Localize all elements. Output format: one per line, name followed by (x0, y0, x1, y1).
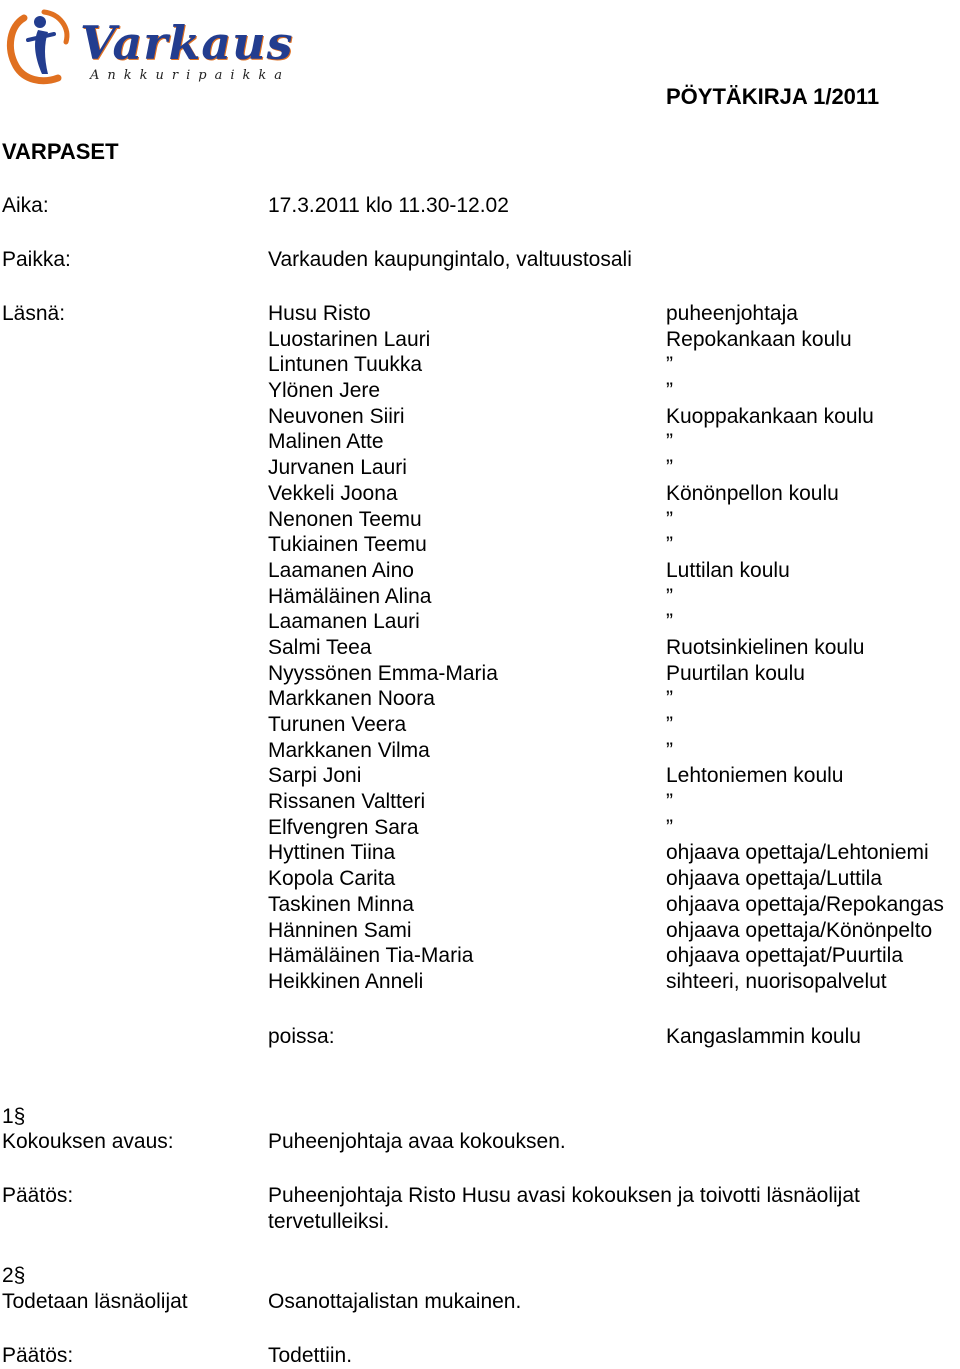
absent-label: poissa: (268, 1025, 335, 1048)
attendee-role: puheenjohtaja (666, 302, 798, 325)
attendee-role: Luttilan koulu (666, 558, 790, 582)
attendee-name: Elfvengren Sara (268, 815, 419, 839)
attendee-role: ” (666, 584, 673, 608)
item-1-text: Puheenjohtaja avaa kokouksen. (268, 1130, 566, 1153)
attendee-role: Könönpellon koulu (666, 481, 839, 505)
attendee-name: Kopola Carita (268, 867, 396, 891)
attendee-name: Ylönen Jere (268, 379, 381, 403)
attendee-role: ” (666, 379, 673, 403)
attendee-role: Puurtilan koulu (666, 661, 805, 685)
absent-value: Kangaslammin koulu (666, 1025, 861, 1048)
attendee-name: Hänninen Sami (268, 918, 412, 942)
attendee-role: ohjaava opettaja/Luttila (666, 867, 882, 891)
present-label: Läsnä: (2, 302, 66, 325)
organization-name: VARPASET (2, 139, 119, 164)
attendee-name: Malinen Atte (268, 430, 384, 454)
attendee-role: ” (666, 790, 673, 814)
item-1-decision-label: Päätös: (2, 1184, 74, 1207)
attendee-role: ohjaava opettaja/Könönpelto (666, 918, 933, 942)
item-2-number: 2§ (2, 1264, 26, 1287)
varkaus-logo (2, 4, 294, 88)
attendee-role: ohjaava opettajat/Puurtila (666, 944, 903, 968)
attendee-role: sihteeri, nuorisopalvelut (666, 969, 887, 993)
attendee-role: ” (666, 610, 673, 634)
attendee-role: ” (666, 507, 673, 531)
place-value: Varkauden kaupungintalo, valtuustosali (268, 248, 632, 271)
logo-tagline: Ankkuripaikka (90, 68, 290, 83)
item-2-decision-line-1: Todettiin. (268, 1344, 353, 1367)
attendee-name: Taskinen Minna (268, 892, 414, 916)
attendee-role: Lehtoniemen koulu (666, 764, 844, 788)
attendee-name: Rissanen Valtteri (268, 790, 426, 814)
item-2-decision-label: Päätös: (2, 1344, 74, 1367)
attendee-name: Tukiainen Teemu (268, 533, 427, 557)
attendee-role: ” (666, 687, 673, 711)
attendee-name: Neuvonen Siiri (268, 404, 405, 428)
attendee-role: ” (666, 430, 673, 454)
anchor-figure-icon (2, 4, 92, 88)
logo-wordmark: Varkaus (80, 16, 294, 70)
attendee-name: Salmi Teea (268, 635, 372, 659)
attendee-role: ” (666, 738, 673, 762)
attendee-name: Markkanen Vilma (268, 738, 430, 762)
item-1-decision-line-2: tervetulleiksi. (268, 1210, 390, 1233)
attendee-name: Markkanen Noora (268, 687, 435, 711)
attendee-roles-list (666, 301, 944, 995)
attendee-role: Kuoppakankaan koulu (666, 404, 874, 428)
attendee-role: ohjaava opettaja/Lehtoniemi (666, 841, 929, 865)
attendee-name: Nenonen Teemu (268, 507, 422, 531)
place-label: Paikka: (2, 248, 71, 271)
attendee-role: Repokankaan koulu (666, 327, 852, 351)
attendee-name: Turunen Veera (268, 713, 407, 736)
attendee-name: Luostarinen Lauri (268, 327, 431, 351)
attendee-name: Laamanen Lauri (268, 610, 420, 634)
attendee-name: Nyyssönen Emma-Maria (268, 661, 498, 685)
attendee-role: ” (666, 713, 673, 736)
item-1-title: Kokouksen avaus: (2, 1130, 174, 1153)
attendee-name: Husu Risto (268, 302, 371, 325)
attendee-role: ohjaava opettaja/Repokangas (666, 892, 944, 916)
item-1-number: 1§ (2, 1105, 26, 1128)
attendee-name: Vekkeli Joona (268, 481, 398, 505)
attendee-role: ” (666, 456, 673, 480)
attendee-name: Hyttinen Tiina (268, 841, 396, 865)
item-2-title: Todetaan läsnäolijat (2, 1290, 188, 1313)
document-title: PÖYTÄKIRJA 1/2011 (666, 84, 880, 109)
time-label: Aika: (2, 194, 49, 217)
attendee-name: Laamanen Aino (268, 558, 414, 582)
attendee-role: Ruotsinkielinen koulu (666, 635, 865, 659)
item-2-text: Osanottajalistan mukainen. (268, 1290, 522, 1313)
item-1-decision-line-1: Puheenjohtaja Risto Husu avasi kokouksen ja toivotti läsnäolijat (268, 1184, 860, 1207)
attendee-name: Hämäläinen Alina (268, 584, 432, 608)
attendee-name: Lintunen Tuukka (268, 353, 423, 377)
time-value: 17.3.2011 klo 11.30-12.02 (268, 194, 509, 217)
attendee-role: ” (666, 353, 673, 377)
attendee-name: Jurvanen Lauri (268, 456, 407, 480)
attendee-name: Heikkinen Anneli (268, 969, 424, 993)
attendee-role: ” (666, 533, 673, 557)
attendee-name: Hämäläinen Tia-Maria (268, 944, 474, 968)
attendee-names-list (268, 301, 498, 995)
attendee-role: ” (666, 815, 673, 839)
attendee-name: Sarpi Joni (268, 764, 362, 788)
